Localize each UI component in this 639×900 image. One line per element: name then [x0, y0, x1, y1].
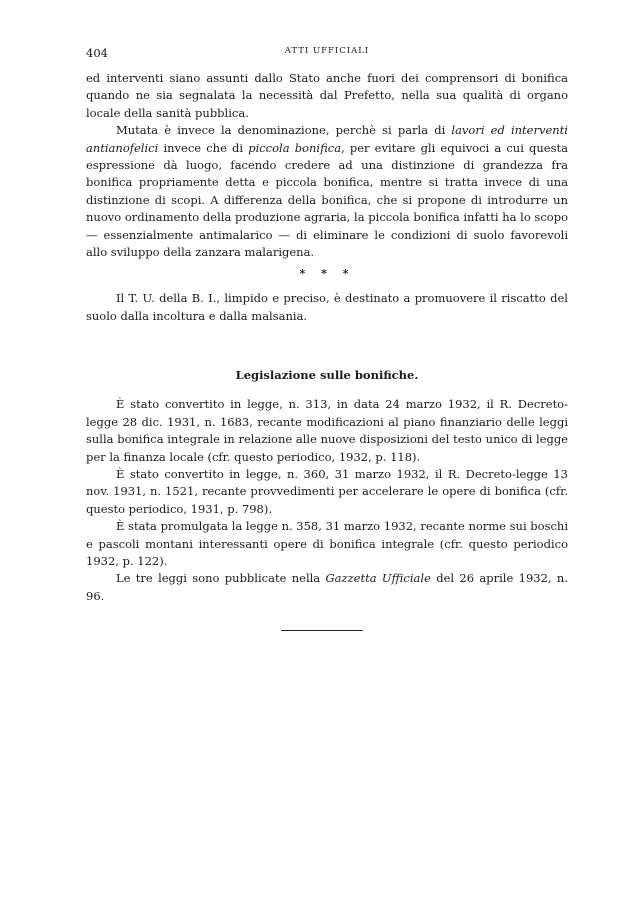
last-paragraph-before: Le tre leggi sono pubblicate nella [116, 571, 326, 586]
section-paragraph: È stata promulgata la legge n. 358, 31 marzo 1932, recante norme sui boschi e pascoli montani interessanti opere di bonifica integrale (cfr. questo periodico 1932, p. 122). [86, 519, 568, 568]
last-paragraph-after: del 26 aprile 1932, n. 96. [86, 571, 568, 603]
paragraph-mutata-after: , per evitare gli equivoci a cui questa espressione dà luogo, facendo credere ad una distinzione di grandezza fra bonifica propriamente detta e piccola bonifica, mentre si tratta invece di una distinzione di scopi. A differenza della bonifica, che si propone di introdurre un nuovo ordinamento della produzione agraria, la piccola bonifica infatti ha lo scopo — essenzialmente antimalarico — di eliminare le condizioni di suolo favorevoli allo sviluppo della zanzara malarigena. [86, 140, 568, 260]
paragraph-mutata-italic-2: piccola bonifica [248, 140, 342, 155]
paragraph-tu: Il T. U. della B. I., limpido e preciso, è destinato a promuovere il riscatto del suolo dalla incoltura e dalla malsania. [86, 291, 568, 323]
gazzetta-ufficiale: Gazzetta Ufficiale [325, 571, 431, 586]
paragraph-mutata-italic-1: lavori ed interventi antianofelici [86, 123, 568, 155]
intro-paragraph: ed interventi siano assunti dallo Stato anche fuori dei comprensori di bonifica quando ne sia segnalata la necessità dal Prefetto, nella sua qualità di organo locale della sanità pubblica. [86, 71, 568, 120]
section-separator: * * * [299, 267, 355, 281]
paragraph-mutata-before: Mutata è invece la denominazione, perchè si parla di [116, 123, 452, 138]
section-paragraph: È stato convertito in legge, n. 313, in data 24 marzo 1932, il R. Decreto-legge 28 dic. 1931, n. 1683, recante modificazioni al piano finanziario delle leggi sulla bonifica integrale in relazione alle nuove disposizioni del testo unico di legge per la finanza locale (cfr. questo periodico, 1932, p. 118). [86, 397, 568, 464]
running-head: ATTI UFFICIALI [284, 46, 370, 56]
section-paragraph: È stato convertito in legge, n. 360, 31 marzo 1932, il R. Decreto-legge 13 nov. 1931, n. 1521, recante provvedimenti per accelerare le opere di bonifica (cfr. questo periodico, 1931, p. 798). [86, 466, 568, 516]
page-header [86, 46, 568, 62]
paragraph-mutata [86, 122, 568, 261]
closing-rule [281, 630, 363, 631]
paragraph-mutata-middle: invece che di [158, 140, 249, 155]
page-body [86, 70, 568, 605]
section-last-paragraph [86, 570, 568, 605]
page-number: 404 [86, 46, 108, 60]
section-title: Legislazione sulle bonifiche. [235, 368, 419, 383]
